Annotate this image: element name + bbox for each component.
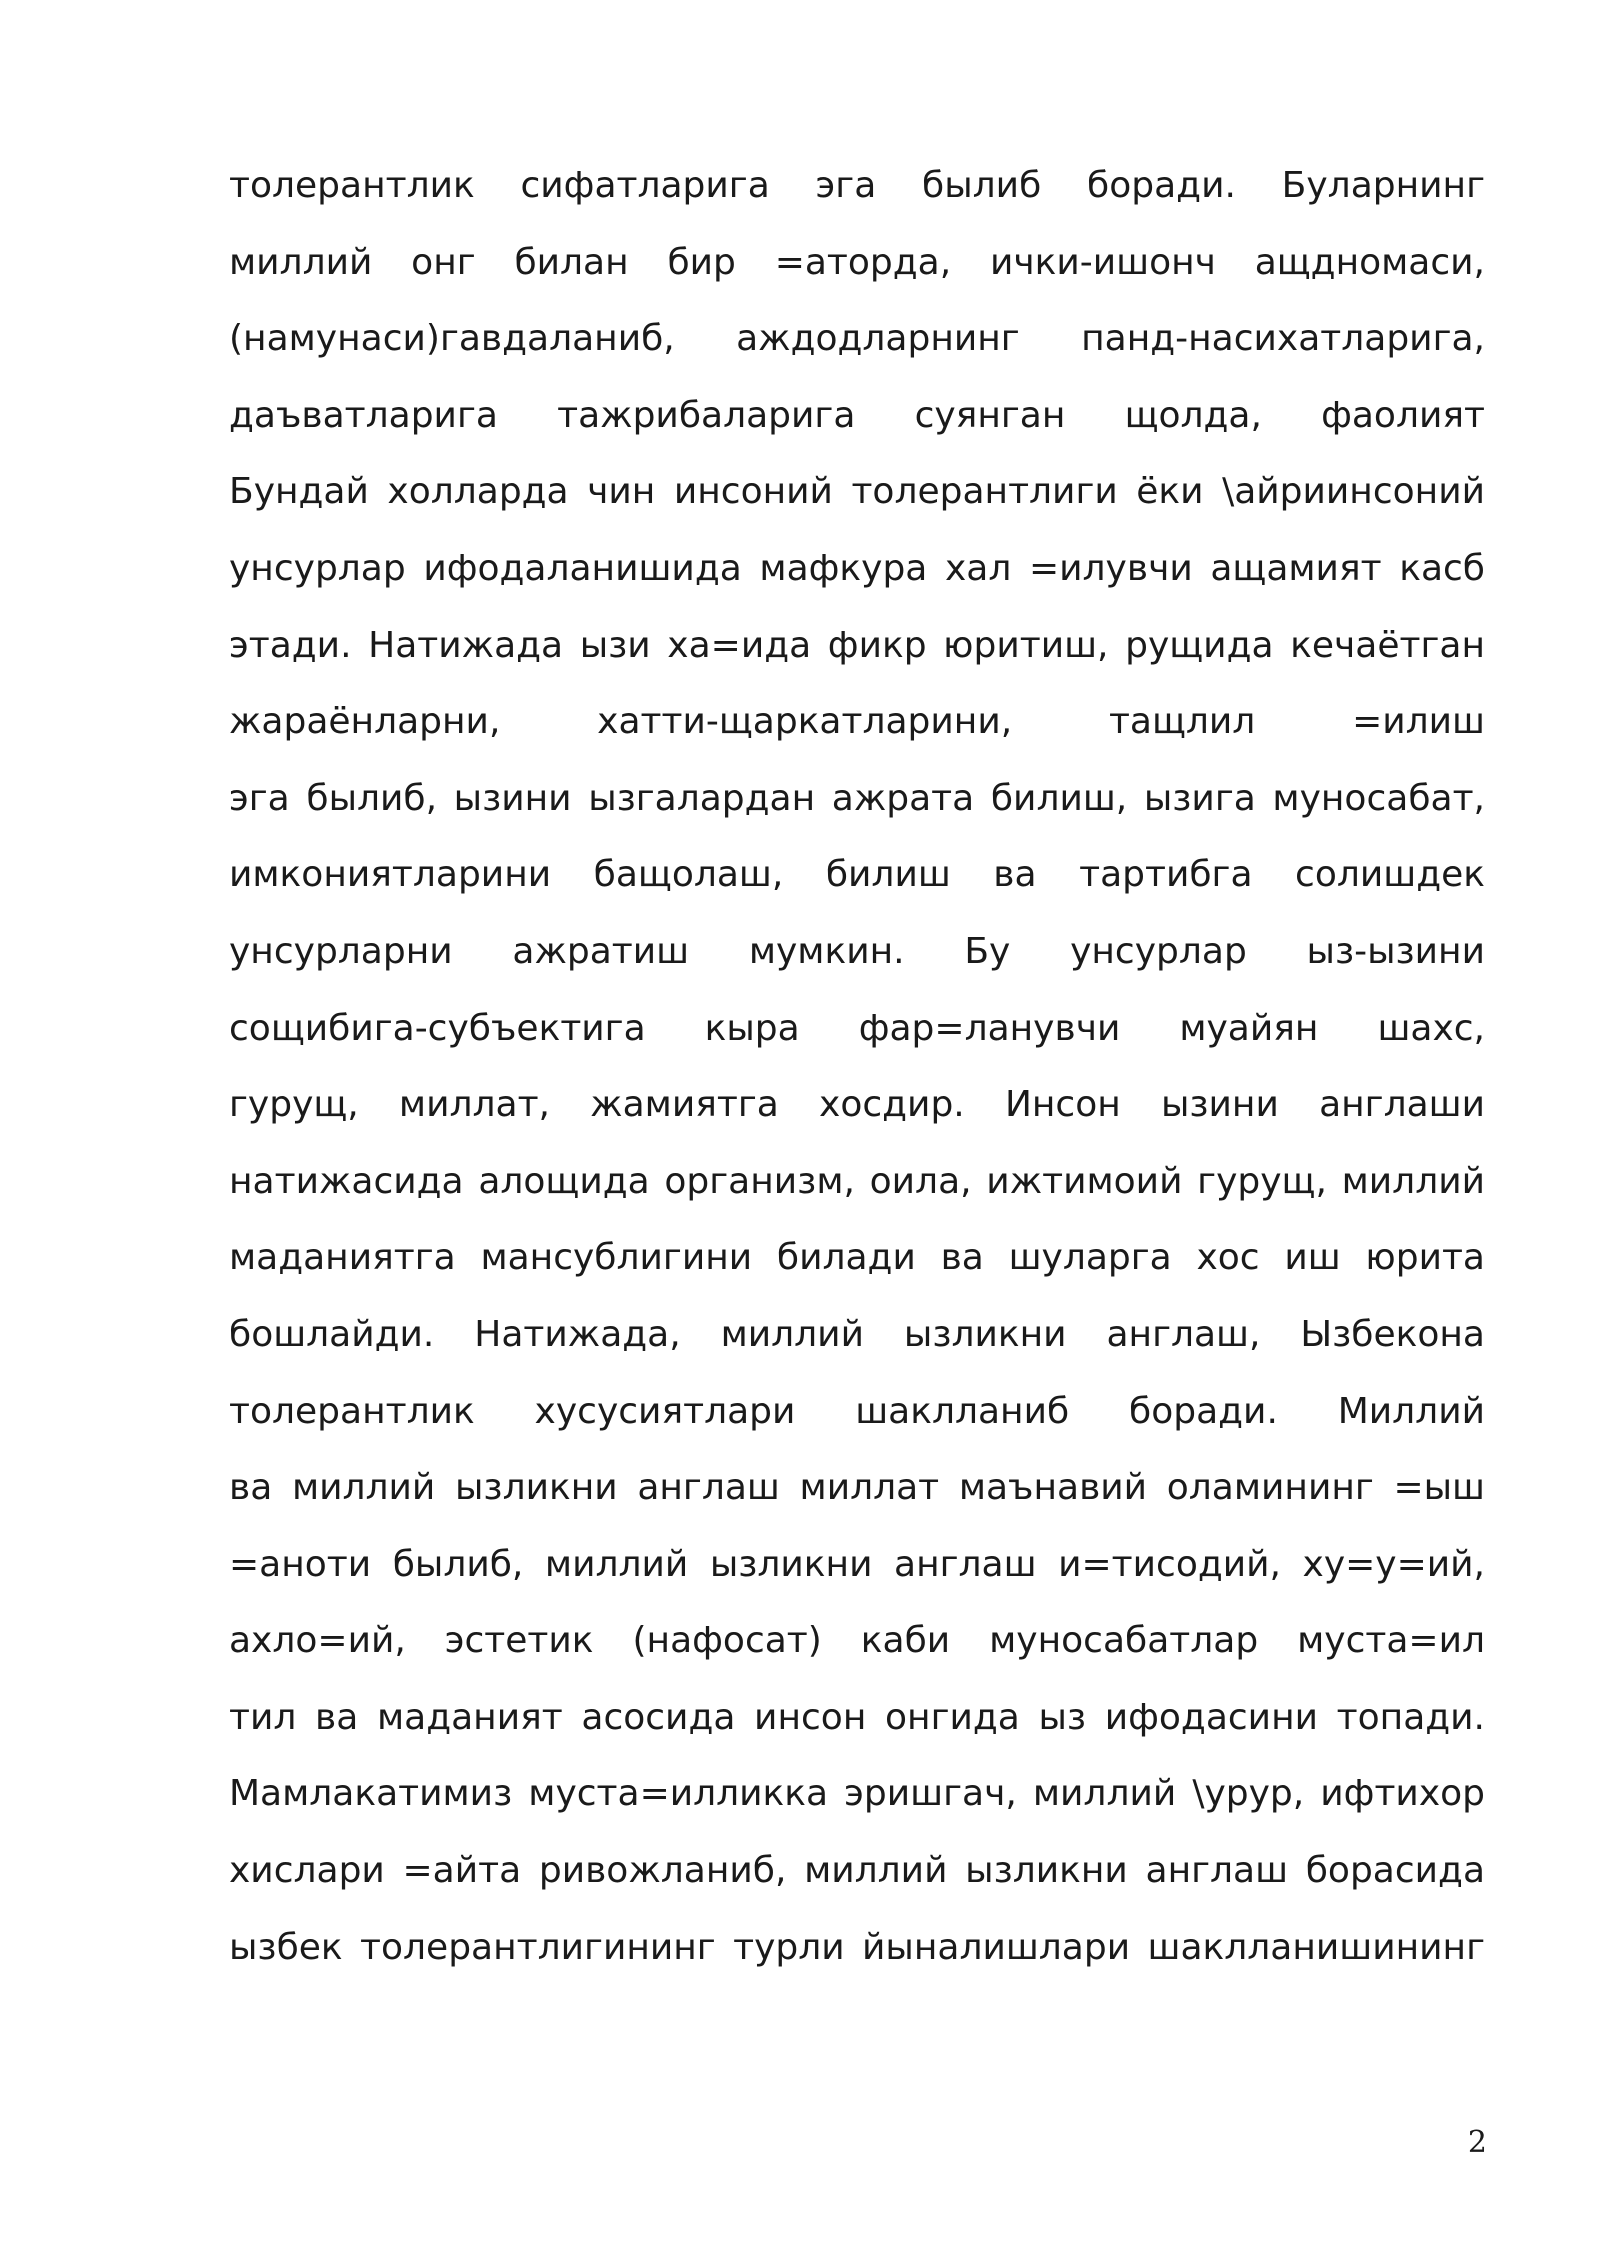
text-line: ва миллий ызликни англаш миллат маънавий оламининг =ыш — [229, 1467, 1485, 1509]
text-line: бошлайди. Натижада, миллий ызликни англаш, Ызбекона — [229, 1313, 1485, 1355]
text-line: жараёнларни, хатти-щаркатларини, тащлил =илиш — [229, 701, 1485, 743]
text-line: Бундай холларда чин инсоний толерантлиги ёки \айриинсоний — [229, 471, 1485, 513]
page-number: 2 — [1467, 2125, 1487, 2160]
text-line: толерантлик сифатларига эга былиб боради. Буларнинг — [229, 165, 1485, 206]
text-line: толерантлик хусусиятлари шаклланиб боради. Миллий — [229, 1390, 1485, 1432]
text-line: унсурлар ифодаланишида мафкура хал =илувчи ащамият касб — [229, 547, 1485, 589]
text-line: эга былиб, ызини ызгалардан ажрата билиш, ызига муносабат, — [229, 777, 1485, 819]
text-line: хислари =айта ривожланиб, миллий ызликни англаш борасида — [229, 1850, 1485, 1892]
text-line: гурущ, миллат, жамиятга хосдир. Инсон ызини англаши — [229, 1084, 1485, 1126]
text-line: даъватларига тажрибаларига суянган щолда, фаолият — [229, 394, 1485, 436]
text-line: маданиятга мансублигини билади ва шуларга хос иш юрита — [229, 1237, 1485, 1279]
text-line: этади. Натижада ызи ха=ида фикр юритиш, рущида кечаётган — [229, 624, 1485, 666]
text-line: натижасида алощида организм, оила, ижтимоий гурущ, миллий — [229, 1160, 1485, 1202]
text-line: ахло=ий, эстетик (нафосат) каби муносабатлар муста=ил — [229, 1620, 1485, 1662]
text-line: унсурларни ажратиш мумкин. Бу унсурлар ыз-ызини — [229, 930, 1485, 972]
text-line: миллий онг билан бир =аторда, ички-ишонч ащдномаси, — [229, 241, 1485, 283]
text-line: =аноти былиб, миллий ызликни англаш и=тисодий, ху=у=ий, — [229, 1543, 1485, 1585]
text-line: Мамлакатимиз муста=илликка эришгач, миллий \урур, ифтихор — [229, 1773, 1485, 1815]
text-line: сощибига-субъектига кыра фар=ланувчи муайян шахс, — [229, 1007, 1485, 1049]
text-line: имкониятларини бащолаш, билиш ва тартибга солишдек — [229, 854, 1485, 896]
text-line: ызбек толерантлигининг турли йыналишлари шаклланишининг — [229, 1926, 1485, 1968]
body-paragraph — [229, 148, 1485, 1986]
text-line: тил ва маданият асосида инсон онгида ыз ифодасини топади. — [229, 1696, 1485, 1738]
text-line: (намунаси)гавдаланиб, аждодларнинг панд-насихатларига, — [229, 318, 1485, 360]
